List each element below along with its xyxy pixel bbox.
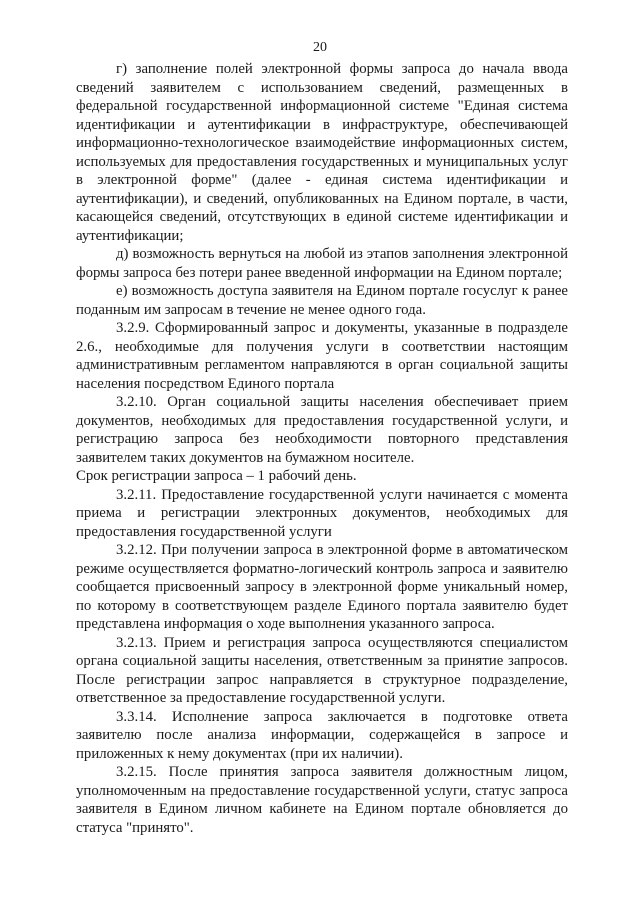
paragraph-registration-term: Срок регистрации запроса – 1 рабочий день. (76, 468, 357, 484)
paragraph-3-2-12: 3.2.12. При получении запроса в электронной форме в автоматическом режиме осуществляется форматно-логический контроль запроса и заявителю сообщается присвоенный запросу в электронной форме уникальный номер, по которому в соответствующем разделе Единого портала заявителю будет представлена информация о ходе выполнения указанного запроса. (76, 542, 568, 632)
paragraph-3-2-9: 3.2.9. Сформированный запрос и документы, указанные в подразделе 2.6., необходимые для получения услуги в соответствии настоящим административным регламентом направляются в орган социальной защиты населения посредством Единого портала (76, 320, 568, 392)
paragraph-3-2-11: 3.2.11. Предоставление государственной услуги начинается с момента приема и регистрации электронных документов, необходимых для предоставления государственной услуги (76, 486, 568, 540)
paragraph-item-e: е) возможность доступа заявителя на Едином портале госуслуг к ранее поданным им запросам в течение не менее одного года. (76, 283, 568, 318)
page-number: 20 (313, 40, 327, 55)
paragraph-item-d: д) возможность вернуться на любой из этапов заполнения электронной формы запроса без потери ранее введенной информации на Едином портале; (76, 246, 568, 281)
paragraph-3-3-14: 3.3.14. Исполнение запроса заключается в подготовке ответа заявителю после анализа информации, содержащейся в запросе и приложенных к нему документах (при их наличии). (76, 708, 568, 762)
paragraph-3-2-10: 3.2.10. Орган социальной защиты населения обеспечивает прием документов, необходимых для предоставления государственной услуги, и регистрацию запроса без необходимости повторного представления заявителем таких документов на бумажном носителе. (76, 394, 568, 466)
paragraph-3-2-15: 3.2.15. После принятия запроса заявителя должностным лицом, уполномоченным на предоставление государственной услуги, статус запроса заявителя в Едином личном кабинете на Едином портале обновляется до статуса "принято". (76, 764, 568, 836)
paragraph-item-g: г) заполнение полей электронной формы запроса до начала ввода сведений заявителем с использованием сведений, размещенных в федеральной государственной информационной системе "Единая система идентификации и аутентификации в инфраструктуре, обеспечивающей информационно-технологическое взаимодействие информационных систем, используемых для предоставления государственных и муниципальных услуг в электронной форме" (далее - единая система идентификации и аутентификации), и сведений, опубликованных на Едином портале, в части, касающейся сведений, отсутствующих в единой системе идентификации и аутентификации; (76, 61, 568, 244)
paragraph-3-2-13: 3.2.13. Прием и регистрация запроса осуществляются специалистом органа социальной защиты населения, ответственным за принятие запросов. После регистрации запрос направляется в структурное подразделение, ответственное за предоставление государственной услуги. (76, 634, 568, 706)
document-body (76, 60, 568, 837)
